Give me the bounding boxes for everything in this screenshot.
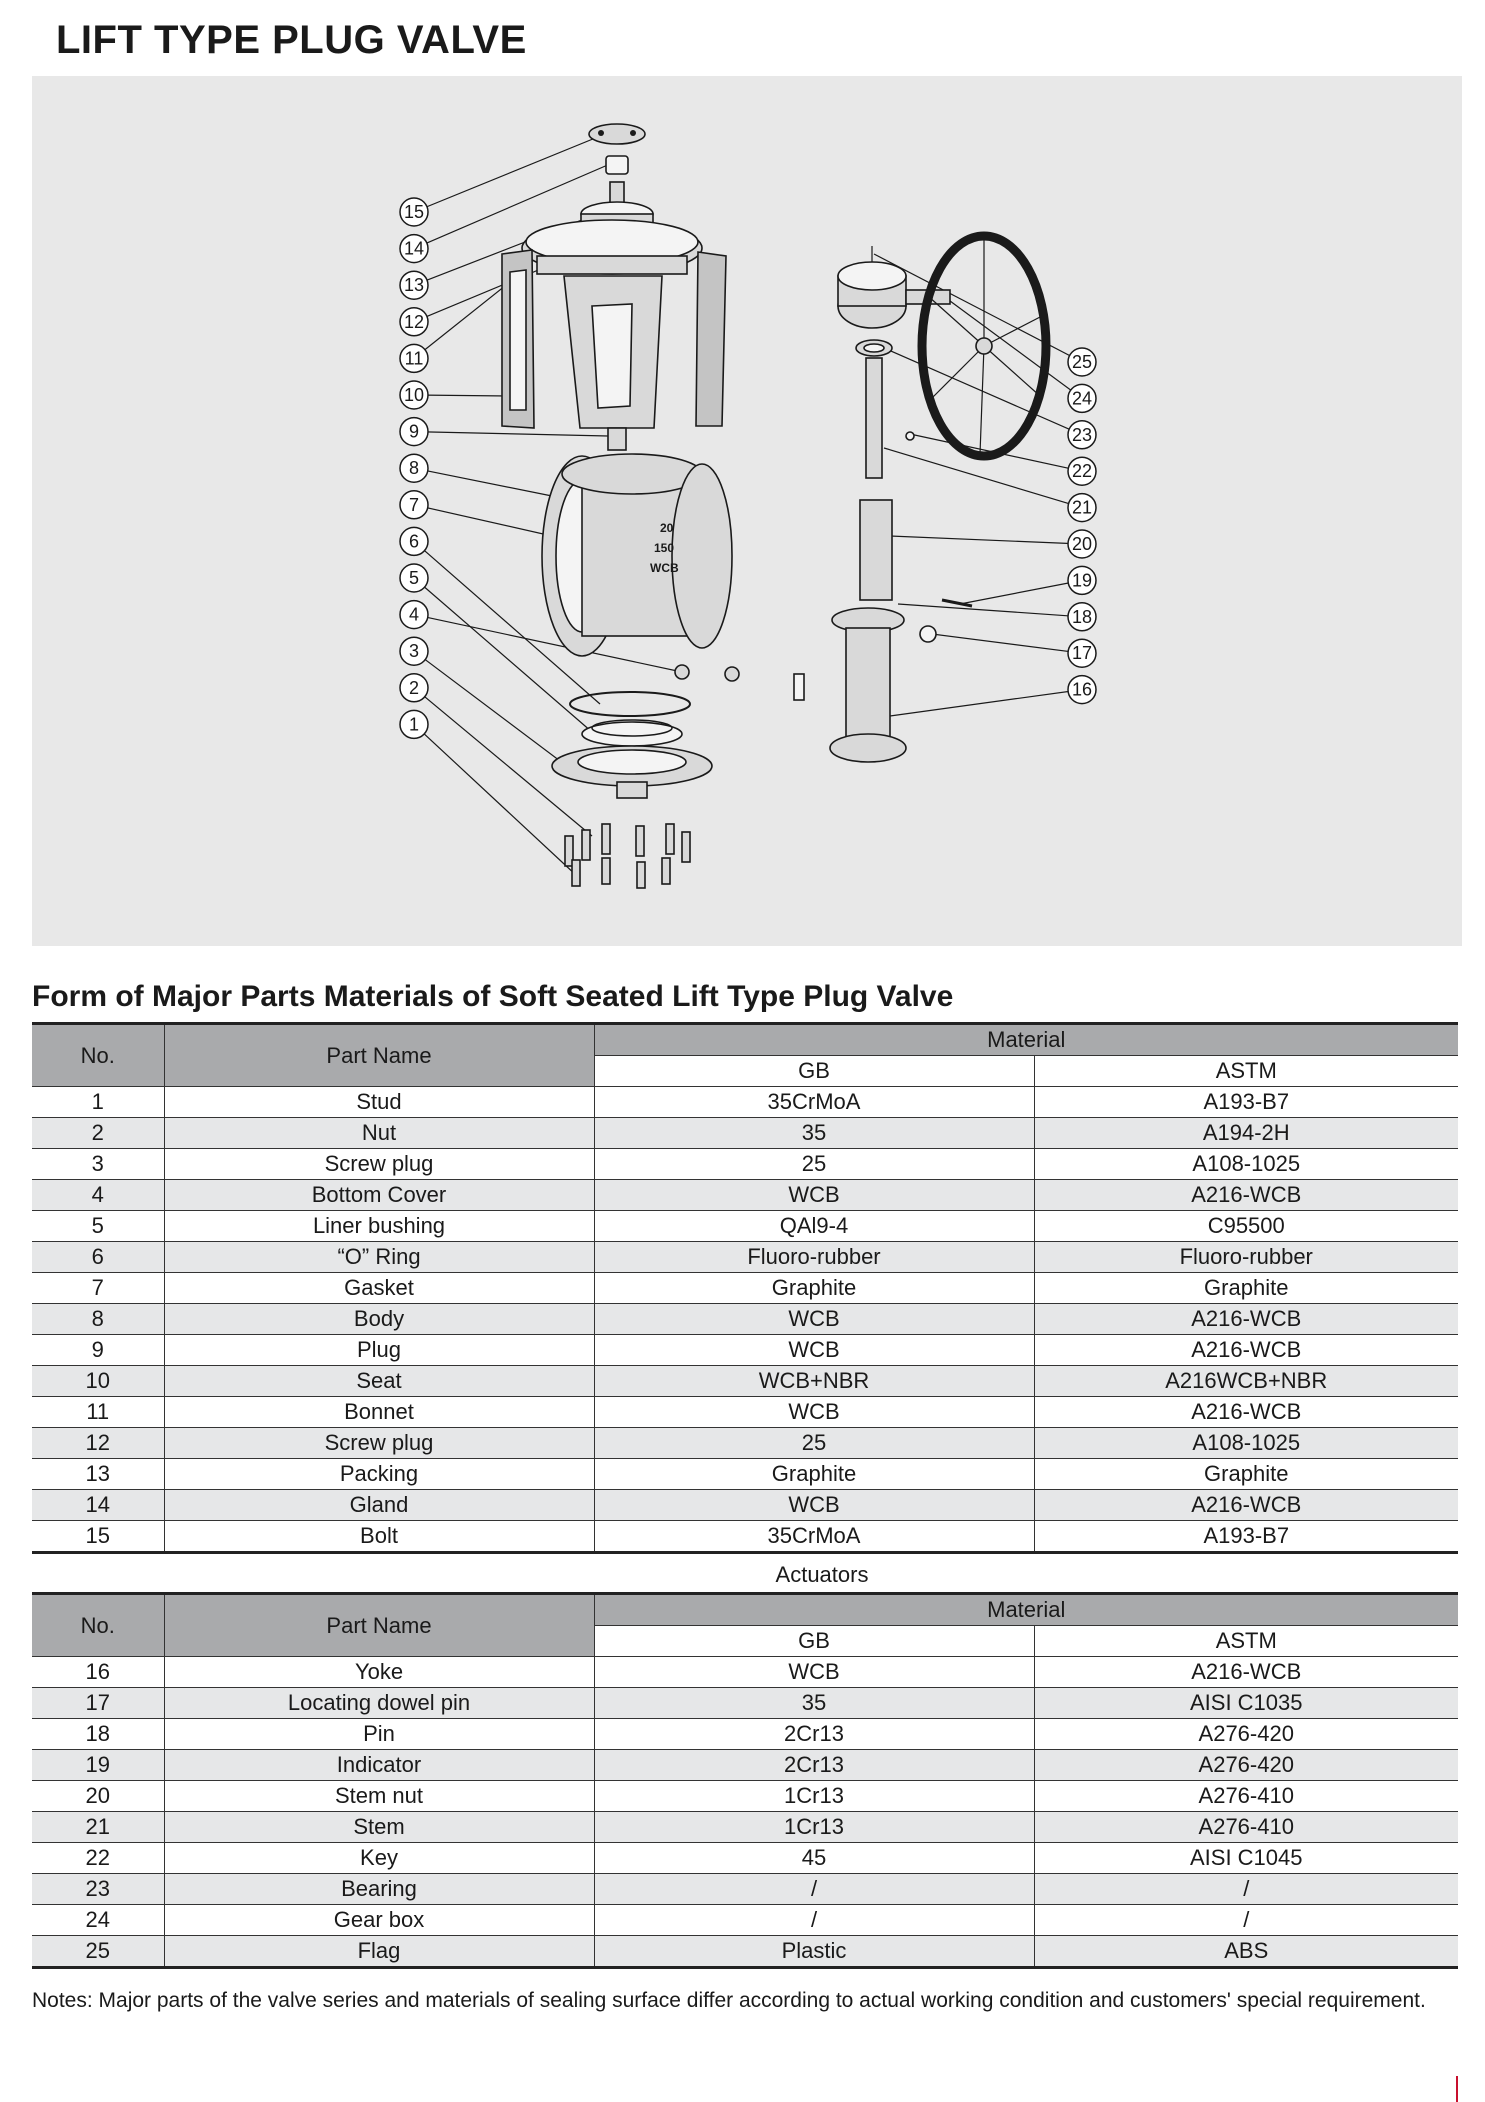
- header-part-name: Part Name: [164, 1024, 594, 1087]
- cell-no: 7: [32, 1273, 164, 1304]
- table-row: [32, 1936, 1458, 1968]
- cell-no: 3: [32, 1149, 164, 1180]
- plug-part: [564, 276, 662, 450]
- cell-astm: A276-420: [1034, 1750, 1458, 1781]
- actuator-assembly-drawing: [794, 236, 1046, 762]
- cell-part-name: Stem: [164, 1812, 594, 1843]
- cell-no: 13: [32, 1459, 164, 1490]
- callout-21: [1068, 494, 1096, 522]
- callout-label: 7: [408, 494, 420, 515]
- callout-15: [400, 198, 428, 226]
- callouts-left: [400, 198, 428, 738]
- callout-label: 14: [403, 238, 425, 259]
- cell-part-name: Seat: [164, 1366, 594, 1397]
- callout-label: 20: [1071, 534, 1093, 554]
- callout-24: [1068, 384, 1096, 412]
- cell-astm: AISI C1035: [1034, 1688, 1458, 1719]
- actuator-parts-body: [32, 1657, 1458, 1968]
- callout-label: 19: [1071, 570, 1093, 591]
- cell-astm: C95500: [1034, 1211, 1458, 1242]
- callout-label: 18: [1071, 606, 1093, 627]
- leader-line: [414, 505, 552, 536]
- cell-astm: A216-WCB: [1034, 1657, 1458, 1688]
- page-edge-mark: [1456, 2076, 1458, 2102]
- callout-label: 17: [1071, 643, 1093, 664]
- valve-parts-body: [32, 1087, 1458, 1553]
- cell-part-name: Bonnet: [164, 1397, 594, 1428]
- cell-no: 14: [32, 1490, 164, 1521]
- cell-gb: /: [594, 1874, 1034, 1905]
- cell-part-name: Packing: [164, 1459, 594, 1490]
- section-title: Form of Major Parts Materials of Soft Seated Lift Type Plug Valve: [32, 980, 954, 1013]
- table-row: [32, 1521, 1458, 1553]
- cell-gb: WCB: [594, 1304, 1034, 1335]
- callout-label: 2: [408, 677, 420, 698]
- cell-gb: QAl9-4: [594, 1211, 1034, 1242]
- actuators-caption-text: Actuators: [775, 1562, 869, 1587]
- cell-no: 10: [32, 1366, 164, 1397]
- cell-part-name: Key: [164, 1843, 594, 1874]
- cell-no: 17: [32, 1688, 164, 1719]
- callout-label: 11: [404, 348, 424, 369]
- leader-line: [898, 604, 1082, 617]
- callout-25: [1068, 348, 1096, 376]
- cell-no: 19: [32, 1750, 164, 1781]
- leader-lines: [414, 132, 1082, 876]
- table-row: [32, 1335, 1458, 1366]
- page-title: LIFT TYPE PLUG VALVE: [56, 18, 527, 62]
- header-material: Material: [594, 1024, 1458, 1056]
- callout-label: 15: [403, 202, 425, 222]
- callout-label: 13: [403, 275, 425, 296]
- cell-part-name: Stem nut: [164, 1781, 594, 1812]
- header-gb: GB: [594, 1626, 1034, 1657]
- cell-no: 21: [32, 1812, 164, 1843]
- stem-part: [866, 358, 914, 478]
- table-row: [32, 1781, 1458, 1812]
- table-row: [32, 1812, 1458, 1843]
- callout-6: [400, 527, 428, 555]
- cell-gb: Fluoro-rubber: [594, 1242, 1034, 1273]
- leader-line: [960, 580, 1082, 604]
- cell-no: 18: [32, 1719, 164, 1750]
- callout-11: [400, 344, 428, 372]
- cell-astm: A193-B7: [1034, 1521, 1458, 1553]
- table-row: [32, 1087, 1458, 1118]
- cell-gb: 2Cr13: [594, 1719, 1034, 1750]
- cell-astm: A108-1025: [1034, 1149, 1458, 1180]
- cell-gb: Graphite: [594, 1273, 1034, 1304]
- cell-no: 20: [32, 1781, 164, 1812]
- cell-gb: 25: [594, 1428, 1034, 1459]
- cell-part-name: Bottom Cover: [164, 1180, 594, 1211]
- table-row: [32, 1719, 1458, 1750]
- table-row: [32, 1242, 1458, 1273]
- cell-no: 5: [32, 1211, 164, 1242]
- body-part: [542, 454, 739, 681]
- cell-part-name: Screw plug: [164, 1149, 594, 1180]
- header-gb: GB: [594, 1056, 1034, 1087]
- cell-no: 1: [32, 1087, 164, 1118]
- callout-label: 9: [408, 421, 420, 442]
- cell-gb: 45: [594, 1843, 1034, 1874]
- cell-gb: 1Cr13: [594, 1781, 1034, 1812]
- table-row: [32, 1180, 1458, 1211]
- cell-astm: A193-B7: [1034, 1087, 1458, 1118]
- callout-20: [1068, 530, 1096, 558]
- cell-astm: Fluoro-rubber: [1034, 1242, 1458, 1273]
- callout-label: 24: [1071, 388, 1093, 409]
- cell-no: 24: [32, 1905, 164, 1936]
- callout-17: [1068, 639, 1096, 667]
- cell-part-name: Gasket: [164, 1273, 594, 1304]
- callouts-right: [1068, 348, 1096, 704]
- callout-label: 10: [403, 385, 425, 405]
- callout-2: [400, 674, 428, 702]
- cell-part-name: “O” Ring: [164, 1242, 594, 1273]
- table-row: [32, 1118, 1458, 1149]
- callout-13: [400, 271, 428, 299]
- table-row: [32, 1211, 1458, 1242]
- leader-line: [932, 634, 1082, 653]
- cell-part-name: Bearing: [164, 1874, 594, 1905]
- table-row: [32, 1874, 1458, 1905]
- cell-gb: 1Cr13: [594, 1812, 1034, 1843]
- actuators-caption: [32, 1560, 1485, 1590]
- callout-10: [400, 381, 428, 409]
- body-marking-material: WCB: [650, 561, 679, 575]
- stem-nut-part: [860, 500, 892, 600]
- callout-5: [400, 564, 428, 592]
- table-row: [32, 1273, 1458, 1304]
- callout-23: [1068, 421, 1096, 449]
- exploded-view-figure: [32, 76, 1462, 946]
- cell-gb: /: [594, 1905, 1034, 1936]
- cell-part-name: Nut: [164, 1118, 594, 1149]
- studs-and-nuts-parts: [565, 824, 690, 888]
- callout-label: 21: [1071, 497, 1093, 518]
- leader-line: [414, 432, 608, 436]
- cell-part-name: Body: [164, 1304, 594, 1335]
- callout-3: [400, 637, 428, 665]
- cell-gb: WCB: [594, 1657, 1034, 1688]
- yoke-part: [794, 608, 906, 762]
- table-row: [32, 1428, 1458, 1459]
- leader-line: [890, 690, 1082, 716]
- cell-gb: WCB: [594, 1335, 1034, 1366]
- body-marking-class: 150: [654, 541, 675, 555]
- cell-no: 22: [32, 1843, 164, 1874]
- cell-gb: WCB: [594, 1490, 1034, 1521]
- callout-label: 6: [408, 531, 420, 552]
- leader-line: [946, 298, 1082, 398]
- cell-astm: /: [1034, 1874, 1458, 1905]
- cell-part-name: Gear box: [164, 1905, 594, 1936]
- callout-22: [1068, 457, 1096, 485]
- cell-astm: AISI C1045: [1034, 1843, 1458, 1874]
- cell-no: 4: [32, 1180, 164, 1211]
- header-part-name: Part Name: [164, 1594, 594, 1657]
- cell-part-name: Yoke: [164, 1657, 594, 1688]
- leader-line: [414, 468, 552, 496]
- header-no: No.: [32, 1024, 164, 1087]
- cell-no: 2: [32, 1118, 164, 1149]
- cell-no: 15: [32, 1521, 164, 1553]
- cell-gb: 35CrMoA: [594, 1521, 1034, 1553]
- callout-19: [1068, 566, 1096, 594]
- cell-no: 25: [32, 1936, 164, 1968]
- cell-part-name: Stud: [164, 1087, 594, 1118]
- valve-parts-table: [32, 1022, 1458, 1554]
- callout-8: [400, 454, 428, 482]
- bonnet-part: [522, 182, 702, 274]
- cell-astm: Graphite: [1034, 1459, 1458, 1490]
- table-row: [32, 1149, 1458, 1180]
- cell-astm: A216-WCB: [1034, 1304, 1458, 1335]
- cell-astm: A276-420: [1034, 1719, 1458, 1750]
- cell-part-name: Liner bushing: [164, 1211, 594, 1242]
- cell-astm: /: [1034, 1905, 1458, 1936]
- header-material: Material: [594, 1594, 1458, 1626]
- table-row: [32, 1366, 1458, 1397]
- cell-astm: A216-WCB: [1034, 1490, 1458, 1521]
- callout-label: 5: [408, 568, 420, 588]
- bearing-part: [856, 340, 892, 356]
- leader-line: [414, 724, 577, 876]
- cell-part-name: Bolt: [164, 1521, 594, 1553]
- cell-astm: ABS: [1034, 1936, 1458, 1968]
- table-row: [32, 1688, 1458, 1719]
- cell-no: 11: [32, 1397, 164, 1428]
- gasket-oring-bushing-parts: [570, 692, 690, 746]
- cell-gb: 25: [594, 1149, 1034, 1180]
- callout-label: 1: [408, 714, 420, 735]
- callout-label: 12: [403, 311, 425, 332]
- header-astm: ASTM: [1034, 1626, 1458, 1657]
- leader-line: [414, 132, 610, 212]
- cell-part-name: Indicator: [164, 1750, 594, 1781]
- cell-gb: 35CrMoA: [594, 1087, 1034, 1118]
- table-row: [32, 1459, 1458, 1490]
- cell-no: 16: [32, 1657, 164, 1688]
- cell-gb: WCB: [594, 1180, 1034, 1211]
- cell-part-name: Screw plug: [164, 1428, 594, 1459]
- valve-assembly-drawing: [502, 124, 739, 888]
- table-row: [32, 1905, 1458, 1936]
- cell-astm: A276-410: [1034, 1812, 1458, 1843]
- cell-gb: WCB: [594, 1397, 1034, 1428]
- callout-label: 23: [1071, 424, 1093, 445]
- cell-astm: A276-410: [1034, 1781, 1458, 1812]
- cell-part-name: Flag: [164, 1936, 594, 1968]
- callout-7: [400, 491, 428, 519]
- cell-astm: A216WCB+NBR: [1034, 1366, 1458, 1397]
- cell-gb: 2Cr13: [594, 1750, 1034, 1781]
- actuator-parts-table: [32, 1592, 1458, 1969]
- header-astm: ASTM: [1034, 1056, 1458, 1087]
- callout-label: 22: [1071, 461, 1093, 482]
- callout-label: 8: [408, 458, 420, 479]
- cell-astm: A108-1025: [1034, 1428, 1458, 1459]
- cell-astm: A216-WCB: [1034, 1335, 1458, 1366]
- cell-part-name: Pin: [164, 1719, 594, 1750]
- cell-part-name: Gland: [164, 1490, 594, 1521]
- bottom-cover-part: [552, 746, 712, 798]
- table-row: [32, 1397, 1458, 1428]
- body-marking-size: 20: [660, 521, 674, 535]
- gland-part: [589, 124, 645, 174]
- table-row: [32, 1490, 1458, 1521]
- callout-1: [400, 710, 428, 738]
- seat-left-part: [502, 250, 534, 428]
- exploded-view-drawing: [32, 76, 1462, 946]
- leader-line: [890, 536, 1082, 544]
- table-row: [32, 1750, 1458, 1781]
- notes: Notes: Major parts of the valve series and materials of sealing surface differ according to actual working condition and customers' special requirement.: [32, 1989, 1426, 2012]
- cell-gb: 35: [594, 1118, 1034, 1149]
- callout-14: [400, 235, 428, 263]
- callout-12: [400, 308, 428, 336]
- callout-9: [400, 418, 428, 446]
- callout-16: [1068, 676, 1096, 704]
- cell-no: 9: [32, 1335, 164, 1366]
- handwheel-part: [922, 236, 1046, 456]
- callout-label: 4: [408, 604, 420, 625]
- callout-18: [1068, 603, 1096, 631]
- cell-no: 12: [32, 1428, 164, 1459]
- cell-no: 6: [32, 1242, 164, 1273]
- table-row: [32, 1304, 1458, 1335]
- cell-part-name: Locating dowel pin: [164, 1688, 594, 1719]
- callout-label: 3: [408, 641, 420, 662]
- cell-gb: Plastic: [594, 1936, 1034, 1968]
- callout-label: 16: [1071, 679, 1093, 700]
- cell-gb: Graphite: [594, 1459, 1034, 1490]
- cell-astm: A216-WCB: [1034, 1180, 1458, 1211]
- cell-astm: A216-WCB: [1034, 1397, 1458, 1428]
- callout-label: 25: [1071, 352, 1093, 372]
- table-row: [32, 1843, 1458, 1874]
- cell-astm: Graphite: [1034, 1273, 1458, 1304]
- callout-4: [400, 601, 428, 629]
- cell-no: 23: [32, 1874, 164, 1905]
- table-row: [32, 1657, 1458, 1688]
- cell-astm: A194-2H: [1034, 1118, 1458, 1149]
- cell-part-name: Plug: [164, 1335, 594, 1366]
- cell-gb: WCB+NBR: [594, 1366, 1034, 1397]
- cell-gb: 35: [594, 1688, 1034, 1719]
- seat-right-part: [696, 252, 726, 426]
- cell-no: 8: [32, 1304, 164, 1335]
- header-no: No.: [32, 1594, 164, 1657]
